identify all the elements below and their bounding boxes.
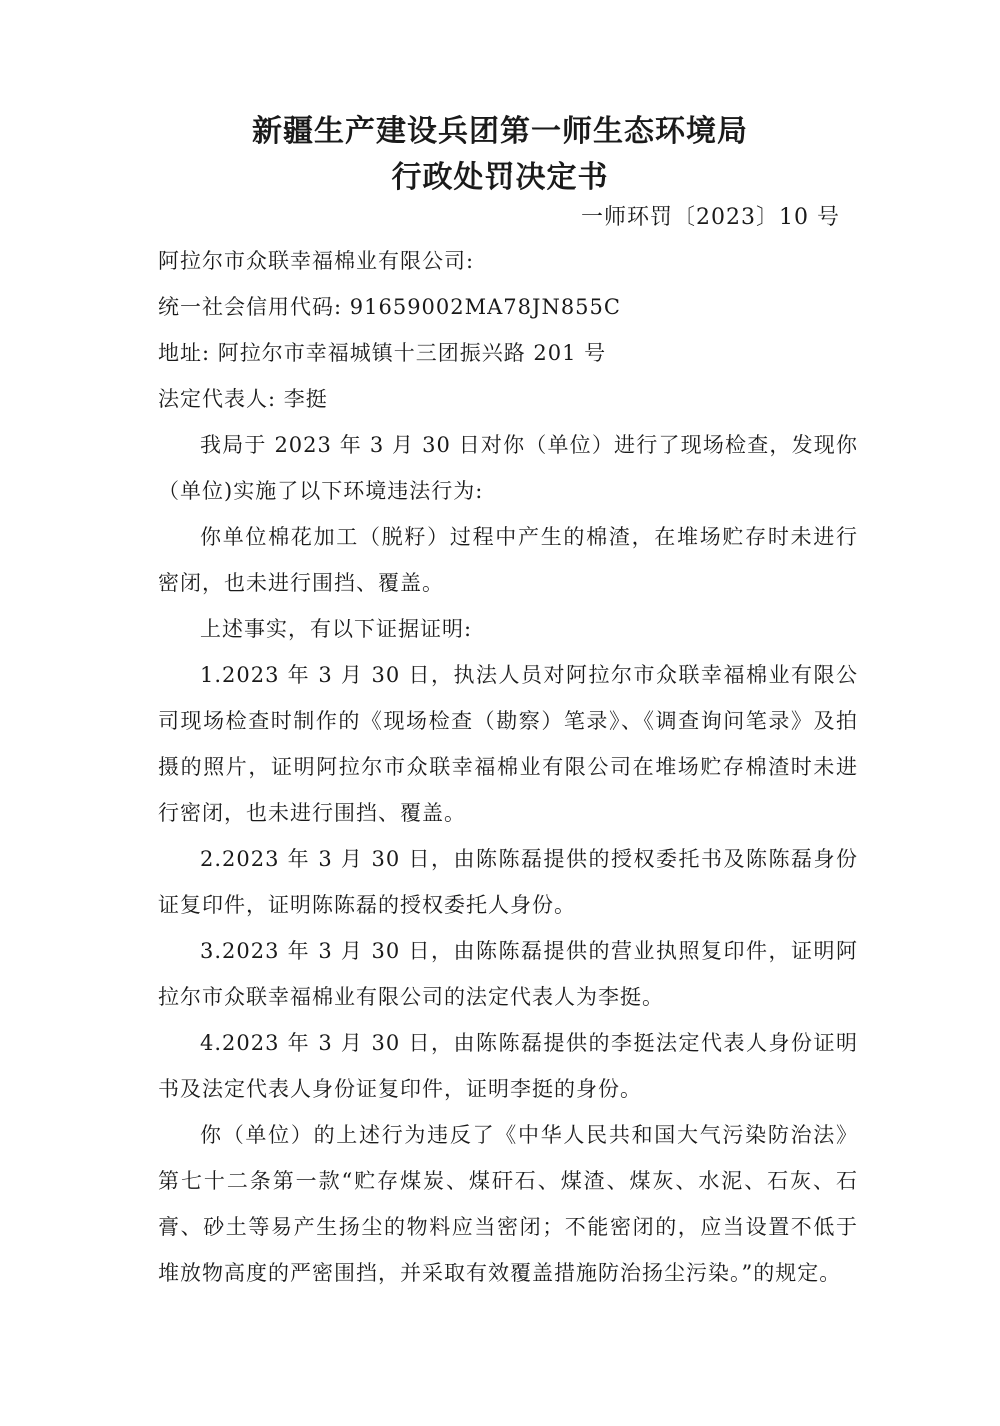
party-address: 地址: 阿拉尔市幸福城镇十三团振兴路 201 号 — [158, 341, 607, 365]
party-name: 阿拉尔市众联幸福棉业有限公司: — [158, 249, 475, 273]
document-number: 一师环罚〔2023〕10 号 — [581, 205, 840, 230]
paragraph-legal-basis: 你（单位）的上述行为违反了《中华人民共和国大气污染防治法》第七十二条第一款“贮存煤炭、煤矸石、煤渣、煤灰、水泥、石灰、石膏、砂土等易产生扬尘的物料应当密闭；不能密闭的，应当设置不低于堆放物高度的严密围挡，并采取有效覆盖措施防治扬尘污染。”的规定。 — [158, 1123, 858, 1285]
credit-code: 统一社会信用代码: 91659002MA78JN855C — [158, 295, 621, 319]
legal-representative: 法定代表人: 李挺 — [158, 387, 328, 411]
document-body — [158, 238, 858, 1296]
evidence-item-2: 2.2023 年 3 月 30 日，由陈陈磊提供的授权委托书及陈陈磊身份证复印件，证明陈陈磊的授权委托人身份。 — [158, 847, 858, 917]
evidence-item-1: 1.2023 年 3 月 30 日，执法人员对阿拉尔市众联幸福棉业有限公司现场检查时制作的《现场检查（勘察）笔录》、《调查询问笔录》及拍摄的照片，证明阿拉尔市众联幸福棉业有限公司在堆场贮存棉渣时未进行密闭，也未进行围挡、覆盖。 — [158, 663, 858, 825]
paragraph-inspection: 我局于 2023 年 3 月 30 日对你（单位）进行了现场检查，发现你（单位)实施了以下环境违法行为: — [158, 433, 858, 503]
paragraph-evidence-intro: 上述事实，有以下证据证明: — [200, 617, 473, 641]
evidence-item-3: 3.2023 年 3 月 30 日，由陈陈磊提供的营业执照复印件，证明阿拉尔市众联幸福棉业有限公司的法定代表人为李挺。 — [158, 939, 858, 1009]
evidence-item-4: 4.2023 年 3 月 30 日，由陈陈磊提供的李挺法定代表人身份证明书及法定代表人身份证复印件，证明李挺的身份。 — [158, 1031, 858, 1101]
paragraph-violation: 你单位棉花加工（脱籽）过程中产生的棉渣，在堆场贮存时未进行密闭，也未进行围挡、覆盖。 — [158, 525, 858, 595]
document-title: 新疆生产建设兵团第一师生态环境局 — [252, 114, 748, 149]
document-subtitle: 行政处罚决定书 — [391, 160, 609, 195]
